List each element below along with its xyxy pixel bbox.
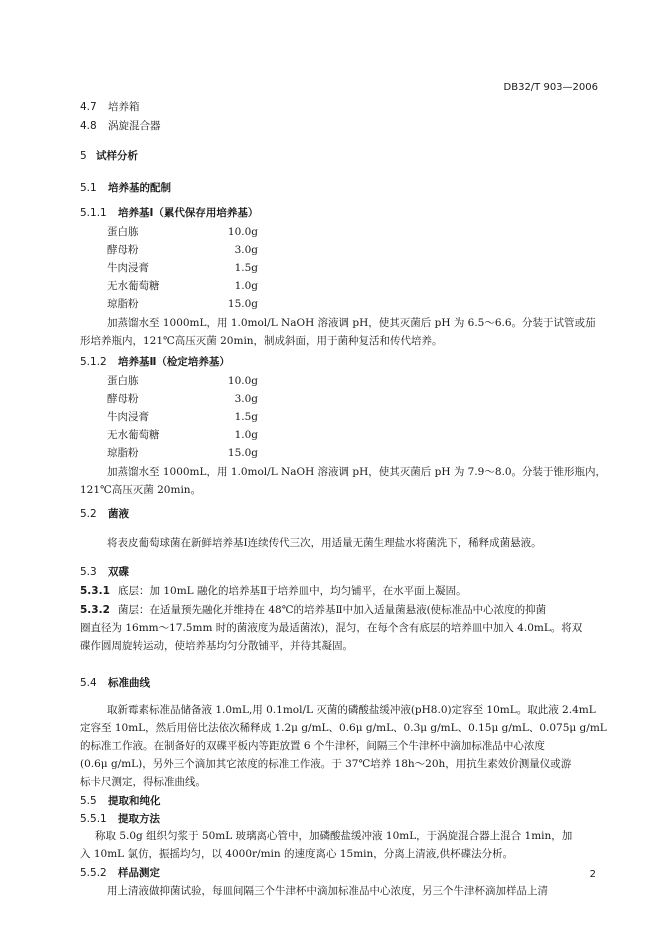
paragraph-line: (0.6μ g/mL)，另外三个滴加其它浓度的标准工作液。于 37℃培养 18h～20h，用抗生素效价测量仪或游 [80, 758, 572, 770]
section-number: 5.4 [80, 677, 97, 689]
list-item [80, 119, 161, 133]
ingredient-name: 无水葡萄糖 [107, 429, 160, 441]
subsection-title: 培养基Ⅰ（累代保存用培养基） [118, 207, 259, 219]
section-title: 试样分析 [96, 150, 138, 162]
ingredient-name: 蛋白胨 [107, 375, 139, 387]
item-number: 4.8 [80, 120, 97, 132]
subsection-number: 5.5.2 [80, 867, 107, 879]
paragraph-line: 加蒸馏水至 1000mL，用 1.0mol/L NaOH 溶液调 pH，使其灭菌后 pH 为 6.5～6.6。分装于试管或茄 [107, 317, 596, 329]
paragraph-line: 121℃高压灭菌 20min。 [80, 484, 202, 496]
ingredient-name: 琼脂粉 [107, 298, 139, 310]
paragraph-line: 取新霉素标准品储备液 1.0mL,用 0.1mol/L 灭菌的磷酸盐缓冲液(pH8.0)定容至 10mL。取此液 2.4mL [107, 704, 596, 716]
ingredient-amount: 1.5g [234, 411, 258, 423]
subsection-number: 5.1.2 [80, 356, 107, 368]
section-number: 5.1 [80, 182, 97, 194]
paragraph-line: 入 10mL 氯仿，振摇均匀，以 4000r/min 的速度离心 15min，分离上清液,供杯碟法分析。 [80, 848, 514, 860]
section-number: 5.5 [80, 795, 97, 807]
ingredient-amount: 3.0g [234, 393, 258, 405]
subsection-number: 5.3.2 [80, 604, 110, 616]
section-heading [80, 794, 161, 808]
paragraph-line: 碟作圆周旋转运动，使培养基均匀分散铺平，并待其凝固。 [80, 640, 353, 652]
section-title: 标准曲线 [108, 677, 150, 689]
subsection-title: 培养基Ⅱ（检定培养基） [118, 356, 230, 368]
paragraph-line: 圈直径为 16mm～17.5mm 时的菌液度为最适菌浓)，混匀，在每个含有底层的培养皿中加入 4.0mL。将双 [80, 622, 583, 634]
paragraph-line [80, 603, 546, 617]
ingredient-name: 无水葡萄糖 [107, 280, 160, 292]
ingredient-name: 酵母粉 [107, 244, 139, 256]
subsection-title: 样品测定 [118, 867, 160, 879]
list-item [80, 100, 140, 114]
subsection-heading [80, 866, 160, 880]
paragraph-line: 加蒸馏水至 1000mL，用 1.0mol/L NaOH 溶液调 pH，使其灭菌后 pH 为 7.9～8.0。分装于锥形瓶内， [107, 466, 607, 478]
subsection-heading [80, 355, 230, 369]
ingredient-name: 蛋白胨 [107, 226, 139, 238]
ingredient-amount: 3.0g [234, 244, 258, 256]
subsection-number: 5.1.1 [80, 207, 107, 219]
ingredient-name: 牛肉浸膏 [107, 262, 149, 274]
section-title: 双碟 [108, 566, 129, 578]
section-heading [80, 181, 171, 195]
ingredient-amount: 1.5g [234, 262, 258, 274]
subsection-number: 5.5.1 [80, 813, 107, 825]
paragraph-line: 标卡尺测定，得标准曲线。 [80, 776, 206, 788]
section-heading [80, 565, 129, 579]
subsection-text: 菌层：在适量预先融化并维持在 48℃的培养基Ⅱ中加入适量菌悬液(使标准品中心浓度的抑菌 [118, 604, 547, 616]
paragraph-line: 定容至 10mL，然后用倍比法依次稀释成 1.2μ g/mL、0.6μ g/mL、0.3μ g/mL、0.15μ g/mL、0.075μ g/mL [80, 722, 607, 734]
ingredient-amount: 15.0g [227, 447, 258, 459]
page-number: 2 [589, 869, 596, 880]
subsection-heading [80, 206, 258, 220]
document-code-header: DB32/T 903—2006 [503, 82, 598, 93]
item-text: 涡旋混合器 [108, 120, 161, 132]
paragraph-line: 形培养瓶内，121℃高压灭菌 20min，制成斜面，用于菌种复活和传代培养。 [80, 335, 443, 347]
paragraph-line: 称取 5.0g 组织匀浆于 50mL 玻璃离心管中，加磷酸盐缓冲液 10mL，于涡旋混合器上混合 1min，加 [95, 830, 573, 842]
section-heading [80, 676, 150, 690]
subsection-title: 提取方法 [118, 813, 160, 825]
ingredient-name: 牛肉浸膏 [107, 411, 149, 423]
ingredient-amount: 10.0g [227, 226, 258, 238]
subsection-heading [80, 812, 160, 826]
paragraph-line: 将表皮葡萄球菌在新鲜培养基Ⅰ连续传代三次，用适量无菌生理盐水将菌洗下，稀释成菌悬液。 [107, 537, 542, 549]
section-title: 菌液 [108, 508, 129, 520]
section-number: 5 [80, 150, 87, 162]
subsection-text: 底层：加 10mL 融化的培养基Ⅱ于培养皿中，均匀铺平，在水平面上凝固。 [118, 585, 467, 597]
section-heading [80, 507, 129, 521]
section-title: 提取和纯化 [108, 795, 161, 807]
ingredient-amount: 15.0g [227, 298, 258, 310]
section-title: 培养基的配制 [108, 182, 171, 194]
paragraph-line [80, 584, 467, 598]
ingredient-name: 酵母粉 [107, 393, 139, 405]
section-heading [80, 149, 138, 163]
ingredient-amount: 1.0g [234, 429, 258, 441]
item-number: 4.7 [80, 101, 97, 113]
paragraph-line: 的标准工作液。在制备好的双碟平板内等距放置 6 个牛津杯，间隔三个牛津杯中滴加标准品中心浓度 [80, 740, 545, 752]
section-number: 5.3 [80, 566, 97, 578]
item-text: 培养箱 [108, 101, 140, 113]
ingredient-name: 琼脂粉 [107, 447, 139, 459]
paragraph-line: 用上清液做抑菌试验，每皿间隔三个牛津杯中滴加标准品中心浓度，另三个牛津杯滴加样品上清 [107, 885, 548, 897]
ingredient-amount: 10.0g [227, 375, 258, 387]
section-number: 5.2 [80, 508, 97, 520]
ingredient-amount: 1.0g [234, 280, 258, 292]
subsection-number: 5.3.1 [80, 585, 110, 597]
